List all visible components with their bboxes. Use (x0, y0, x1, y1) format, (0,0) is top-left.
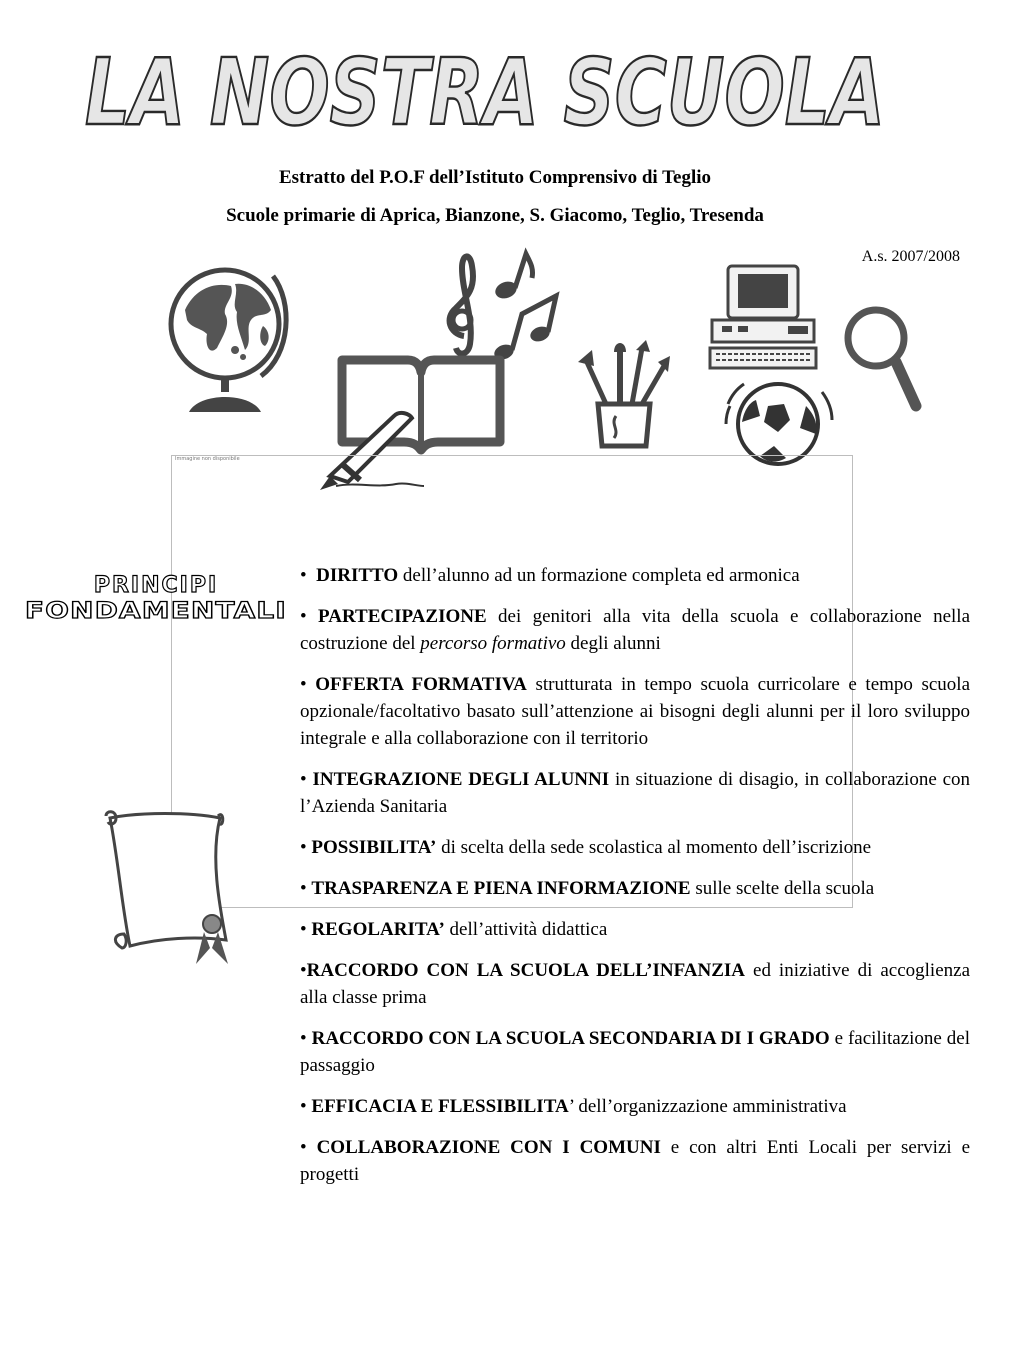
magnifying-glass-icon (842, 302, 926, 414)
list-item: • OFFERTA FORMATIVA strutturata in tempo scuola curricolare e tempo scuola opzionale/facoltativo basato sull’attenzione ai bisogni degli alunni per il loro sviluppo integrale e alla collaborazione con il territorio (300, 674, 971, 749)
subtitle-schools: Scuole primarie di Aprica, Bianzone, S. Giacomo, Teglio, Tresenda (226, 205, 764, 226)
globe-icon (165, 258, 290, 416)
section-heading (20, 570, 292, 625)
list-item: • PARTECIPAZIONE dei genitori alla vita della scuola e collaborazione nella costruzione del percorso formativo degli alunni (300, 606, 971, 654)
school-year: A.s. 2007/2008 (861, 248, 960, 265)
section-heading-line-1: PRINCIPI (93, 573, 219, 598)
scroll-icon (100, 808, 234, 968)
page-title (70, 38, 900, 146)
section-heading-line-2: FONDAMENTALI (25, 599, 287, 624)
list-item: • RACCORDO CON LA SCUOLA SECONDARIA DI I GRADO e facilitazione del passaggio (300, 1028, 970, 1076)
principles-list (300, 562, 970, 1202)
list-item: • EFFICACIA E FLESSIBILITA’ dell’organizzazione amministrativa (300, 1096, 847, 1117)
list-item: • POSSIBILITA’ di scelta della sede scolastica al momento dell’iscrizione (300, 837, 872, 858)
list-item: • COLLABORAZIONE CON I COMUNI e con altri Enti Locali per servizi e progetti (300, 1137, 971, 1185)
list-item: • TRASPARENZA E PIENA INFORMAZIONE sulle scelte della scuola (300, 878, 875, 899)
frame-caption: Immagine non disponibile (175, 456, 240, 462)
list-item: •RACCORDO CON LA SCUOLA DELL’INFANZIA ed iniziative di accoglienza alla classe prima (300, 960, 971, 1008)
list-item: • DIRITTO dell’alunno ad un formazione completa ed armonica (300, 565, 800, 586)
subtitle-institute: Estratto del P.O.F dell’Istituto Comprensivo di Teglio (278, 167, 712, 188)
page-title-text: LA NOSTRA SCUOLA (85, 39, 885, 146)
list-item: • REGOLARITA’ dell’attività didattica (300, 919, 608, 940)
paint-brushes-icon (576, 338, 672, 454)
computer-icon (708, 264, 818, 372)
list-item: • INTEGRAZIONE DEGLI ALUNNI in situazione di disagio, in collaborazione con l’Azienda Sanitaria (300, 769, 971, 817)
